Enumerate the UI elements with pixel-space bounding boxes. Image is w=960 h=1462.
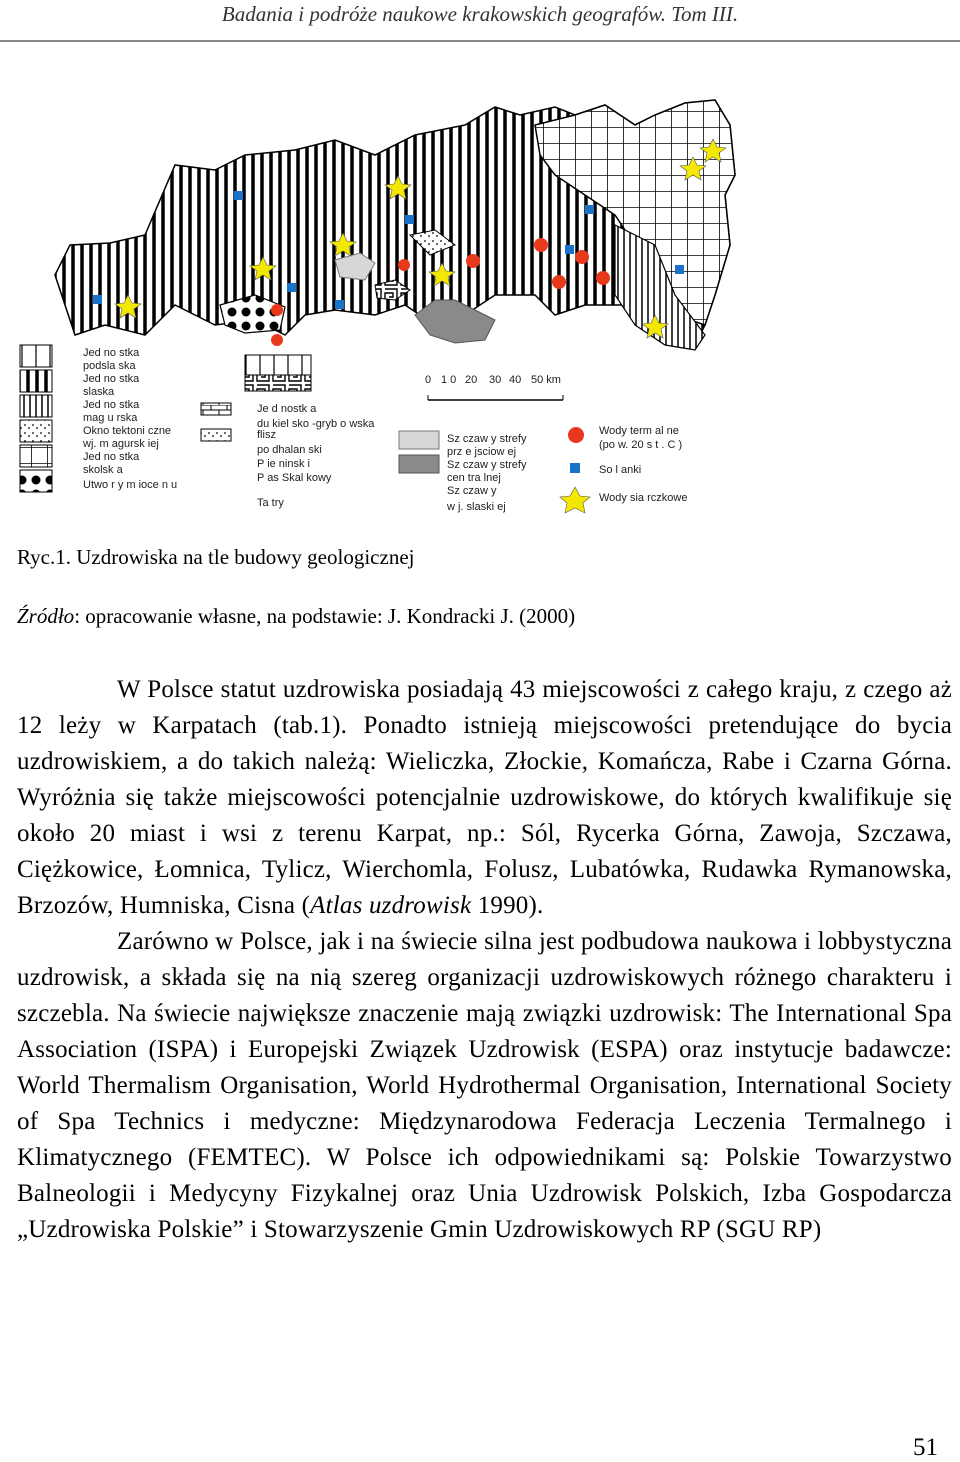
zone-legend-line: prz e jsciow ej [447,446,517,458]
tectonic-legend-line: Ta try [257,497,284,509]
zone-legend-line: Sz czaw y strefy [447,433,527,445]
thermal-water-marker [552,275,566,289]
brine-marker [234,191,243,200]
transition-zone-swatch [399,431,439,449]
body-text [17,672,952,1248]
paragraph-1-end: 1990). [471,892,544,919]
geology-legend-swatches [20,345,52,492]
scale-tick: 30 [489,374,502,386]
scale-tick: 50 km [531,374,561,386]
geology-legend-line: Jed no stka [83,451,140,463]
geology-legend-line: wj. m agursk iej [83,438,159,450]
sulphur-legend-icon [560,487,590,513]
scale-tick: 1 0 [441,374,457,386]
central-zone-swatch [399,455,439,473]
paragraph-1-text: W Polsce statut uzdrowiska posiadają 43 miejscowości z całego kraju, z czego aż 12 leży w Karpatach (tab.1). Ponadto istnieją miejscowości pretendujące do bycia uzdrowiskiem, a do takich należą: Wieliczka, Złockie, Komańcza, Rabe i Czarna Górna. Wyróżnia się także miejscowości potencjalnie uzdrowiskowe, do których kwalifikuje się około 20 miast i wsi z terenu Karpat, np.: Sól, Rycerka Górna, Zawoja, Szczawa, Ciężkowice, Łomnica, Tylicz, Wierchomla, Folusz, Lubatówka, Rudawka Rymanowska, Brzozów, Humniska, Cisna ( [17,676,952,919]
tectonic-legend-line: du kiel sko -gryb o wska [257,418,375,430]
scale-tick: 40 [509,374,522,386]
symbol-legend-line: So l anki [599,464,642,476]
geology-legend-line: skolsk a [83,464,123,476]
geology-legend-line: Jed no stka [83,347,140,359]
thermal-water-marker [271,304,283,316]
paragraph-2: Zarówno w Polsce, jak i na świecie silna jest podbudowa naukowa i lobbystyczna uzdrowisk, a składa się na nią szereg organizacji uzdrowiskowych różnego charakteru i szczebla. Na świecie największe znaczenie mają związki uzdrowisk: The International Spa Association (ISPA) i Europejski Związek Uzdrowisk (ESPA) oraz instytucje badawcze: World Thermalism Organisation, World Hydrothermal Organisation, International Society of Spa Technics i medyczne: Międzynarodowa Federacja Leczenia Termalnego i Klimatycznego (FEMTEC). W Polsce ich odpowiednikami są: Polskie Towarzystwo Balneologii i Medycyny Fizykalnej oraz Unia Uzdrowisk Polskich, Izba Gospodarcza „Uzdrowiska Polskie” i Stowarzyszenie Gmin Uzdrowiskowych RP (SGU RP) [17,928,952,1243]
page-number: 51 [913,1434,938,1461]
zone-legend-line: w j. slaski ej [447,501,506,513]
header-rule [0,40,960,42]
tectonic-legend-line: flisz [257,429,276,441]
brine-marker [335,300,344,309]
brine-marker [585,205,594,214]
geology-legend-line: Jed no stka [83,373,140,385]
figure-caption: Ryc.1. Uzdrowiska na tle budowy geologicznej [17,545,415,569]
geology-map [15,95,945,525]
brine-legend-icon [570,463,580,473]
brine-marker [675,265,684,274]
brine-marker [565,245,574,254]
zone-legend-line: cen tra lnej [447,472,501,484]
symbol-legend-line: Wody term al ne [599,425,679,437]
symbol-legend-line: Wody sia rczkowe [599,492,688,504]
brine-marker [93,295,102,304]
geology-legend-line: mag u rska [83,412,138,424]
geology-legend-line: Utwo r y m ioce n u [83,479,178,491]
source-text: : opracowanie własne, na podstawie: J. Kondracki J. (2000) [74,604,576,628]
zone-legend-line: Sz czaw y [447,485,497,497]
geology-legend-line: slaska [83,386,115,398]
brine-marker [287,283,296,292]
thermal-legend-icon [568,427,584,443]
scale-tick: 0 [425,374,432,386]
symbol-legend-line: (po w. 20 s t . C ) [599,439,683,451]
figure-source [17,604,575,629]
thermal-water-marker [466,254,480,268]
thermal-water-marker [534,238,548,252]
tectonic-legend-line: Je d nostk a [257,403,317,415]
scale-bar [425,374,563,400]
thermal-water-marker [398,259,410,271]
tectonic-legend-line: P as Skal kowy [257,472,332,484]
running-header: Badania i podróże naukowe krakowskich geografów. Tom III. [221,2,739,26]
brine-marker [405,215,414,224]
central-zone-gray [415,300,495,343]
tectonic-legend-line: P ie ninsk i [257,458,310,470]
geology-legend-line: Okno tektoni czne [83,425,172,437]
scale-tick: 20 [465,374,478,386]
geology-map-figure [15,95,945,525]
thermal-water-marker [575,250,589,264]
geology-legend-line: Jed no stka [83,399,140,411]
source-label: Źródło [17,604,75,628]
tectonic-legend-line: po dhalan ski [257,444,322,456]
paragraph-1 [17,672,952,924]
paragraph-1-italic: Atlas uzdrowisk [310,892,472,919]
thermal-water-marker [596,271,610,285]
geology-legend-line: podsla ska [83,360,136,372]
zone-legend-line: Sz czaw y strefy [447,459,527,471]
